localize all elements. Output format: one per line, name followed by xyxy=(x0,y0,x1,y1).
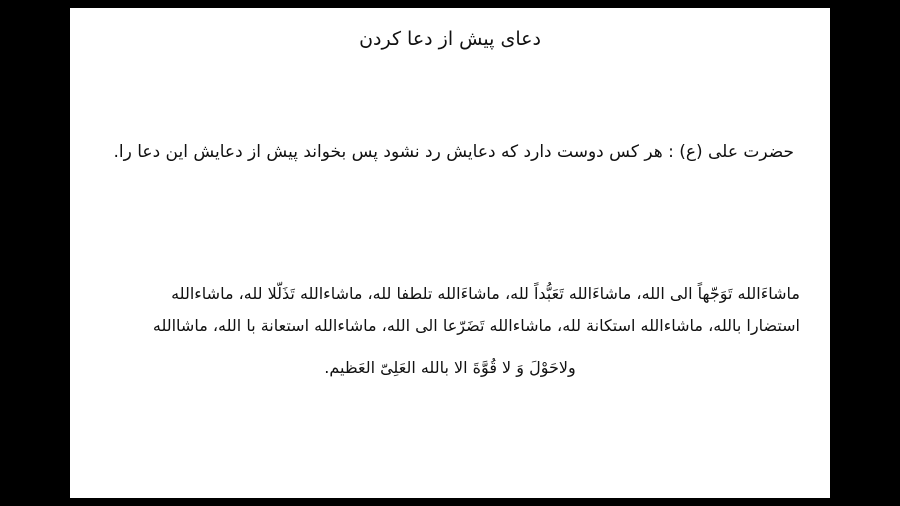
dua-line-2: استضارا بالله، ماشاءالله استکانة لله، ماشاءالله تَضَرّعا الی الله، ماشاءالله استعانة با الله، ماشاالله xyxy=(152,316,800,335)
document-title: دعای پیش از دعا کردن xyxy=(359,28,541,50)
intro-paragraph: حضرت علی (ع) : هر کس دوست دارد که دعایش رد نشود پس بخواند پیش از دعایش این دعا را. xyxy=(113,142,794,162)
document-page xyxy=(70,8,830,498)
dua-line-3: ولاحَوْلَ وَ لا قُوَّةَ الا بالله العَلِیّ العَظیم. xyxy=(324,358,576,377)
dua-line-1: ماشاءَالله تَوَجّهاً الی الله، ماشاءَالله تَعَبُّداً لله، ماشاءَالله تلطفا لله، ماشاءالله تَذَلّلا لله، ماشاءالله xyxy=(171,284,800,303)
